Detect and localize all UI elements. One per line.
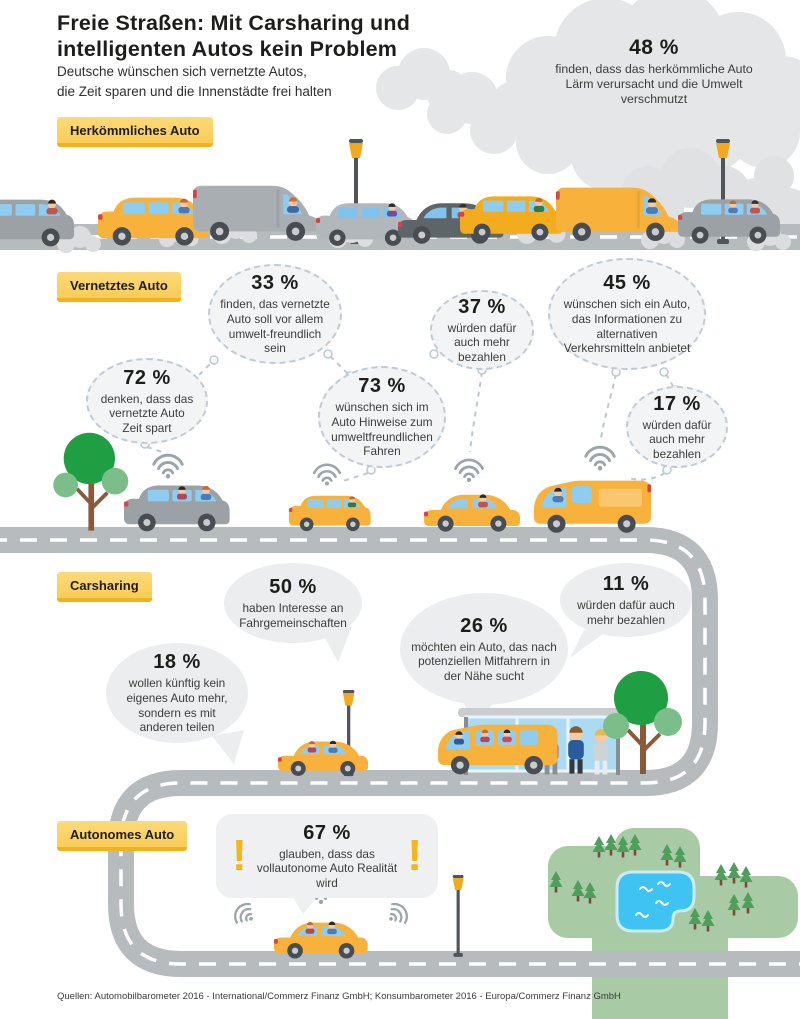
stat-value: 11 % — [602, 572, 650, 595]
van-icon — [534, 481, 651, 533]
speech-bubble-tail — [292, 896, 318, 914]
sources-line: Quellen: Automobilbarometer 2016 - International/Commerz Finanz GmbH; Konsumbarometer 2016 - Europa/Commerz Finanz GmbH — [57, 991, 621, 1002]
stat-text: haben Interesse an Fahrgemeinschaften — [239, 600, 347, 630]
street-lamp-icon — [453, 875, 464, 957]
stat-bubble-37 — [430, 290, 534, 370]
stat-bubble-67 — [216, 814, 438, 898]
section-label-connected: Vernetztes Auto — [57, 272, 181, 302]
stat-value: 37 % — [458, 295, 506, 318]
section-label-conventional: Herkömmliches Auto — [57, 117, 213, 147]
wifi-icon — [586, 447, 615, 470]
stat-text: würden dafür auch mehr bezahlen — [447, 320, 517, 364]
stat-value: 50 % — [269, 575, 317, 598]
section-label-carsharing: Carsharing — [57, 572, 152, 602]
stat-bubble-26 — [400, 593, 568, 705]
stat-bubble-73 — [318, 366, 446, 468]
stat-bubble-48 — [543, 36, 765, 108]
stat-text: würden dafür auch mehr bezahlen — [642, 417, 712, 461]
stat-value: 67 % — [303, 821, 351, 844]
stat-bubble-33 — [208, 264, 342, 364]
stat-bubble-72 — [86, 358, 208, 444]
stat-bubble-50 — [224, 563, 362, 643]
stat-value: 48 % — [629, 36, 679, 59]
title-line-1: Freie Straßen: Mit Carsharing und — [57, 11, 411, 35]
stat-value: 45 % — [603, 272, 651, 295]
stat-text: möchten ein Auto, das nach potenziellen Mitfahrern in der Nähe sucht — [411, 639, 557, 683]
stat-text: würden dafür auch mehr bezahlen — [577, 597, 675, 627]
wifi-icon — [154, 455, 183, 478]
stat-text: wünschen sich ein Auto, das Informationen zu alternativen Verkehrsmitteln anbietet — [563, 297, 691, 356]
wifi-icon — [383, 900, 411, 929]
stat-value: 73 % — [358, 375, 406, 398]
wifi-icon — [456, 460, 483, 482]
stat-value: 17 % — [653, 392, 701, 415]
title-line-2: intelligenten Autos kein Problem — [57, 37, 398, 62]
stat-text: finden, das vernetzte Auto soll vor allem umwelt-freundlich sein — [220, 297, 330, 356]
section-label-autonomous: Autonomes Auto — [57, 821, 187, 851]
stat-text: wollen künftig kein eigenes Auto mehr, sondern es mit anderen teilen — [126, 676, 228, 735]
page-subtitle — [57, 62, 332, 101]
stat-value: 26 % — [460, 614, 508, 637]
wifi-icon — [314, 465, 340, 486]
stat-text: finden, dass das herkömmliche Auto Lärm verursacht und die Umwelt verschmutzt — [555, 62, 753, 107]
stat-text: glauben, dass das vollautonome Auto Realität wird — [256, 846, 398, 890]
page-title — [57, 10, 410, 62]
stat-value: 18 % — [153, 651, 201, 674]
stat-value: 33 % — [251, 272, 299, 295]
stat-bubble-18 — [106, 643, 248, 743]
stat-text: denken, dass das vernetzte Auto Zeit spart — [100, 391, 194, 435]
exclamation-icon: ! — [232, 831, 247, 880]
stat-text: wünschen sich im Auto Hinweise zum umweltfreundlichen Fahren — [331, 400, 433, 459]
subtitle-line-2: die Zeit sparen und die Innenstädte frei halten — [57, 83, 332, 99]
stat-bubble-45 — [548, 258, 706, 370]
stat-bubble-11 — [560, 563, 692, 637]
car-icon — [424, 495, 520, 532]
car-icon — [124, 486, 230, 532]
wifi-icon — [231, 900, 259, 929]
car-icon — [289, 496, 371, 531]
stat-bubble-17 — [626, 386, 728, 468]
subtitle-line-1: Deutsche wünschen sich vernetzte Autos, — [57, 64, 307, 79]
exclamation-icon: ! — [407, 831, 422, 880]
stat-value: 72 % — [123, 366, 171, 389]
tree-icon — [53, 433, 128, 531]
